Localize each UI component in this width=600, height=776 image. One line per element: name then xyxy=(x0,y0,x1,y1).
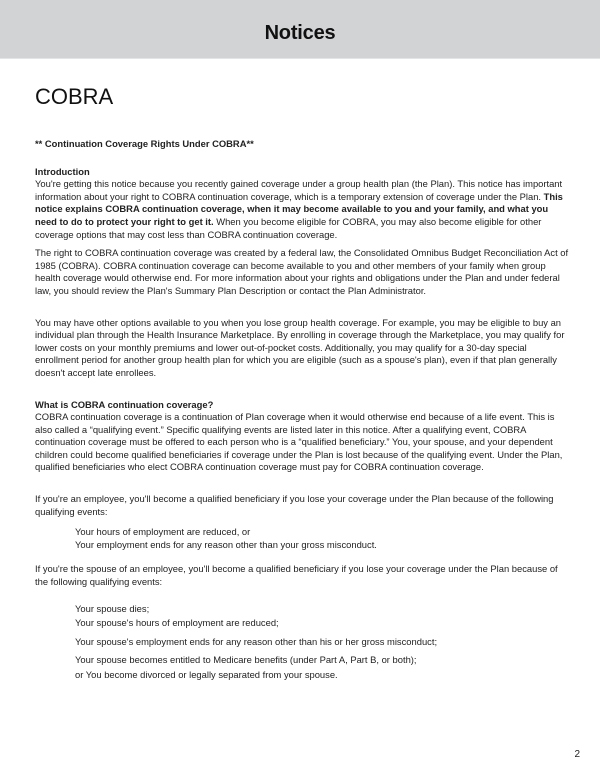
page-header xyxy=(0,0,600,59)
intro-p1-bold: This notice explains COBRA continuation coverage, when it may become available to you and your family, and what you need to do to protect your right to get it. xyxy=(35,190,563,227)
employee-event: Your hours of employment are reduced, or xyxy=(75,526,251,538)
employee-intro: If you're an employee, you'll become a qualified beneficiary if you lose your coverage under the Plan because of the following qualifying events: xyxy=(35,493,554,517)
introduction-paragraph-3: You may have other options available to you when you lose group health coverage. For example, you may be eligible to buy an individual plan through the Health Insurance Marketplace. By enrolling in coverage through the Marketplace, you may qualify for lower costs on your monthly premiums and lower out-of-pocket costs. Additionally, you may qualify for a 30-day special enrollment period for another group health plan for which you are eligible (such as a spouse's plan), even if that plan generally doesn't accept late enrollees. xyxy=(35,316,565,378)
notice-content xyxy=(35,138,570,688)
intro-p1-start: You're getting this notice because you recently gained coverage under a group health plan (the Plan). This notice has important information about your right to COBRA continuation coverage, which is a temporary extension of coverage under the Plan. xyxy=(35,178,563,202)
spouse-event: Your spouse's hours of employment are reduced; xyxy=(75,617,279,629)
what-is-paragraph: COBRA continuation coverage is a continuation of Plan coverage when it would otherwise end because of a life event. This is also called a “qualifying event.” Specific qualifying events are listed later in this notice. After a qualifying event, COBRA continuation coverage must be offered to each person who is a “qualified beneficiary.” You, your spouse, and your dependent children could become qualified beneficiaries if coverage under the Plan is lost because of the qualifying event. Under the Plan, qualified beneficiaries who elect COBRA continuation coverage must pay for COBRA continuation coverage. xyxy=(35,411,563,473)
spouse-events-list xyxy=(75,603,570,682)
subtitle: ** Continuation Coverage Rights Under COBRA** xyxy=(35,138,254,149)
section-title: COBRA xyxy=(35,84,114,109)
introduction-heading: Introduction xyxy=(35,165,90,177)
spouse-event: Your spouse dies; xyxy=(75,602,150,614)
spouse-event: or You become divorced or legally separated from your spouse. xyxy=(75,669,338,680)
intro-p1-end: When you become eligible for COBRA, you may also become eligible for other coverage options that may cost less than COBRA continuation coverage. xyxy=(35,215,542,240)
spouse-intro: If you're the spouse of an employee, you'll become a qualified beneficiary if you lose your coverage under the Plan because of the following qualifying events: xyxy=(35,563,558,588)
employee-event: Your employment ends for any reason other than your gross misconduct. xyxy=(75,538,377,550)
spouse-event: Your spouse's employment ends for any reason other than his or her gross misconduct; xyxy=(75,635,438,647)
header-title: Notices xyxy=(264,22,336,44)
introduction-paragraph-1 xyxy=(35,178,570,241)
employee-events-list xyxy=(75,526,570,551)
what-is-heading: What is COBRA continuation coverage? xyxy=(35,398,214,410)
page-number: 2 xyxy=(574,749,580,760)
introduction-paragraph-2: The right to COBRA continuation coverage was created by a federal law, the Consolidated Omnibus Budget Reconciliation Act of 1985 (COBRA). COBRA continuation coverage can become available to you and other members of your family when group health coverage would otherwise end. For more information about your rights and obligations under the Plan and under federal law, you should review the Plan's Summary Plan Description or contact the Plan Administrator. xyxy=(35,247,569,296)
spouse-event: Your spouse becomes entitled to Medicare benefits (under Part A, Part B, or both); xyxy=(75,654,417,666)
